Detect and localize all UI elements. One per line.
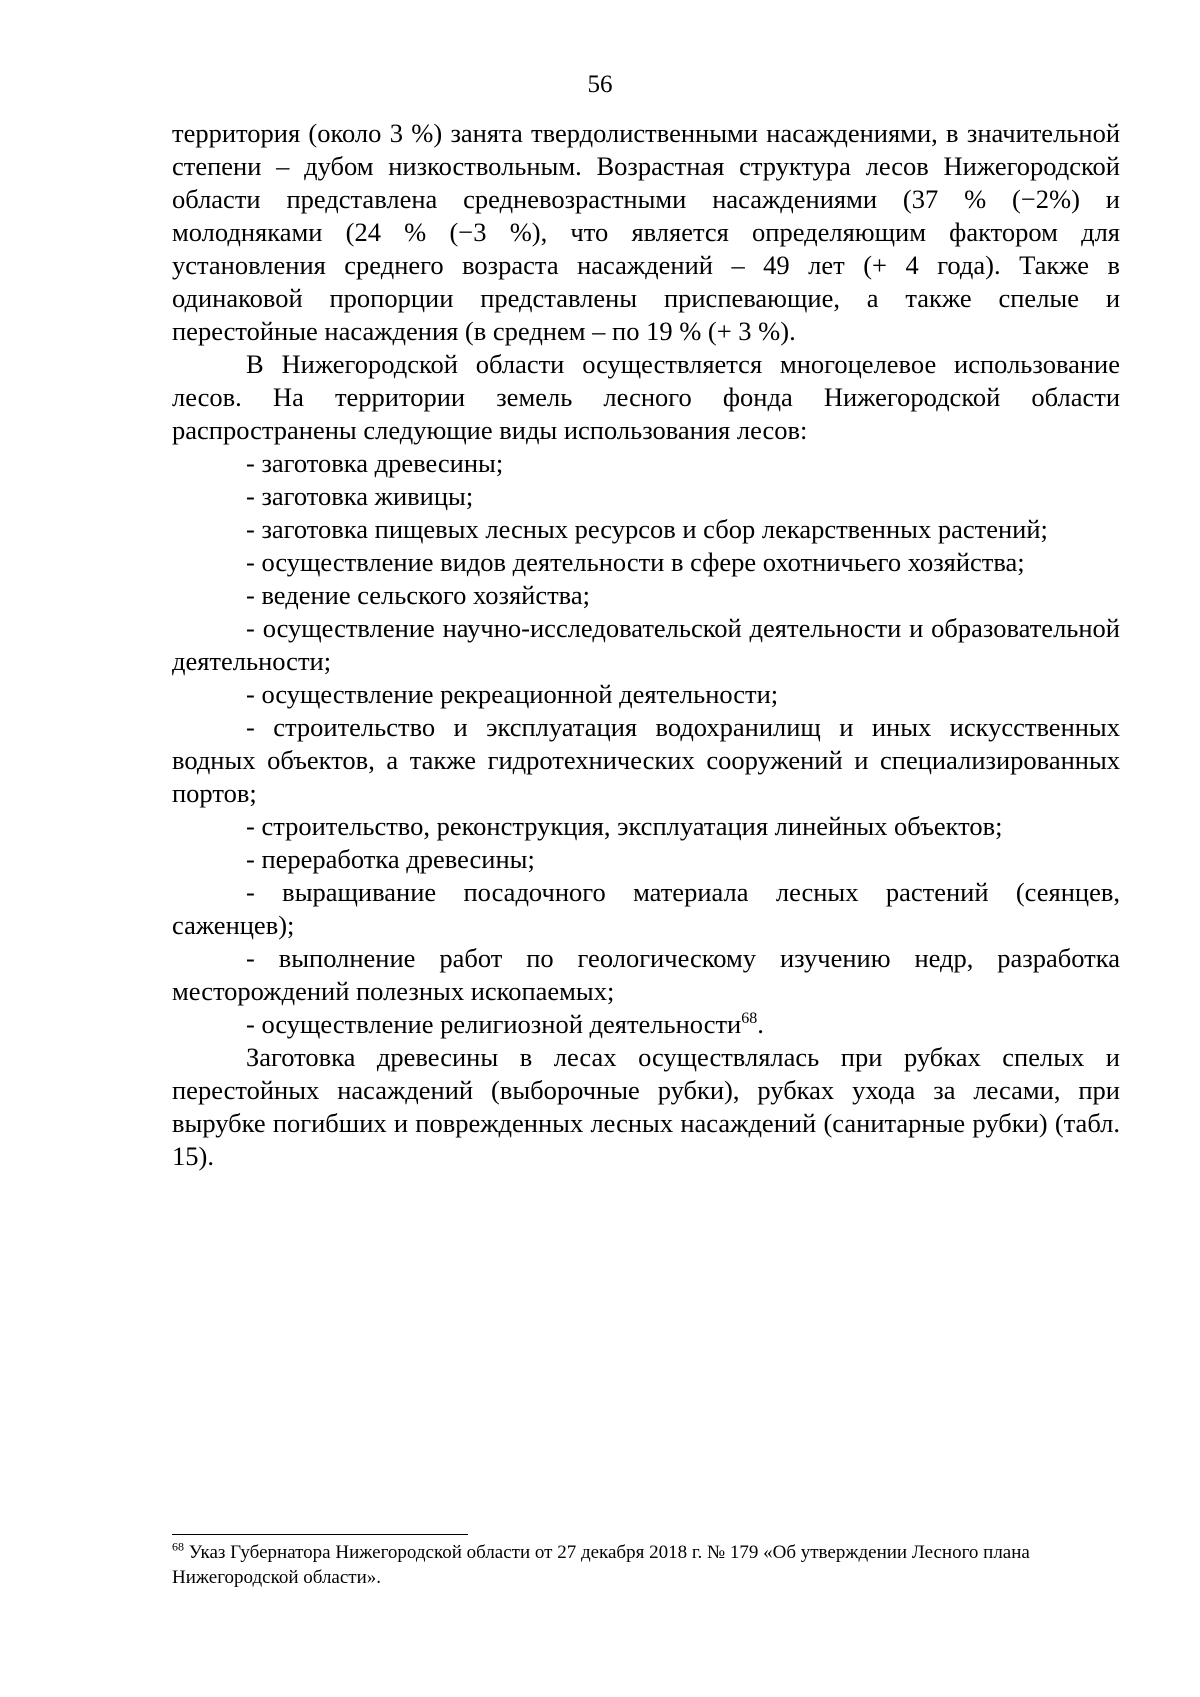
body-text (172, 117, 1120, 1173)
page-number: 56 (587, 71, 613, 98)
list-item: - строительство и эксплуатация водохранилищ и иных искусственных водных объектов, а также гидротехнических сооружений и специализированных портов; (172, 712, 1120, 808)
list-item-text: - осуществление религиозной деятельности (246, 1009, 742, 1039)
list-item: - переработка древесины; (246, 844, 535, 874)
list-item: - осуществление рекреационной деятельности; (246, 679, 779, 709)
list-item-suffix: . (757, 1009, 764, 1039)
list-item: - ведение сельского хозяйства; (246, 580, 590, 610)
paragraph-forest-use: В Нижегородской области осуществляется многоцелевое использование лесов. На территории земель лесного фонда Нижегородской области распространены следующие виды использования лесов: (172, 349, 1120, 445)
list-item: - заготовка пищевых лесных ресурсов и сбор лекарственных растений; (246, 514, 1048, 544)
list-item: - осуществление видов деятельности в сфере охотничьего хозяйства; (246, 547, 1025, 577)
list-item: - заготовка живицы; (246, 481, 474, 511)
list-item: - осуществление научно-исследовательской деятельности и образовательной деятельности; (172, 613, 1120, 676)
paragraph-timber-harvesting: Заготовка древесины в лесах осуществлялась при рубках спелых и перестойных насаждений (выборочные рубки), рубках ухода за лесами, при вырубке погибших и поврежденных лесных насаждений (санитарные рубки) (табл. 15). (172, 1042, 1120, 1171)
footnote-text: Указ Губернатора Нижегородской области от 27 декабря 2018 г. № 179 «Об утверждении Лесного плана Нижегородской области». (172, 1542, 1030, 1588)
footnote (172, 1540, 1122, 1590)
list-item: - выращивание посадочного материала лесных растений (сеянцев, саженцев); (172, 877, 1120, 940)
list-item: - заготовка древесины; (246, 448, 504, 478)
list-item: - строительство, реконструкция, эксплуатация линейных объектов; (246, 811, 1003, 841)
footnote-marker: 68 (172, 1539, 184, 1554)
list-item: - выполнение работ по геологическому изучению недр, разработка месторождений полезных ископаемых; (172, 943, 1120, 1006)
list-item-religious (172, 1008, 1120, 1041)
footnote-separator (172, 1534, 468, 1535)
footnote-reference[interactable]: 68 (741, 1010, 758, 1028)
paragraph-age-structure: территория (около 3 %) занята твердолиственными насаждениями, в значительной степени – дубом низкоствольным. Возрастная структура лесов Нижегородской области представлена средневозрастными насаждениями (37 % (−2%) и молодняками (24 % (−3 %), что является определяющим фактором для установления среднего возраста насаждений – 49 лет (+ 4 года). Также в одинаковой пропорции представлены приспевающие, а также спелые и перестойные насаждения (в среднем – по 19 % (+ 3 %). (172, 118, 1120, 346)
